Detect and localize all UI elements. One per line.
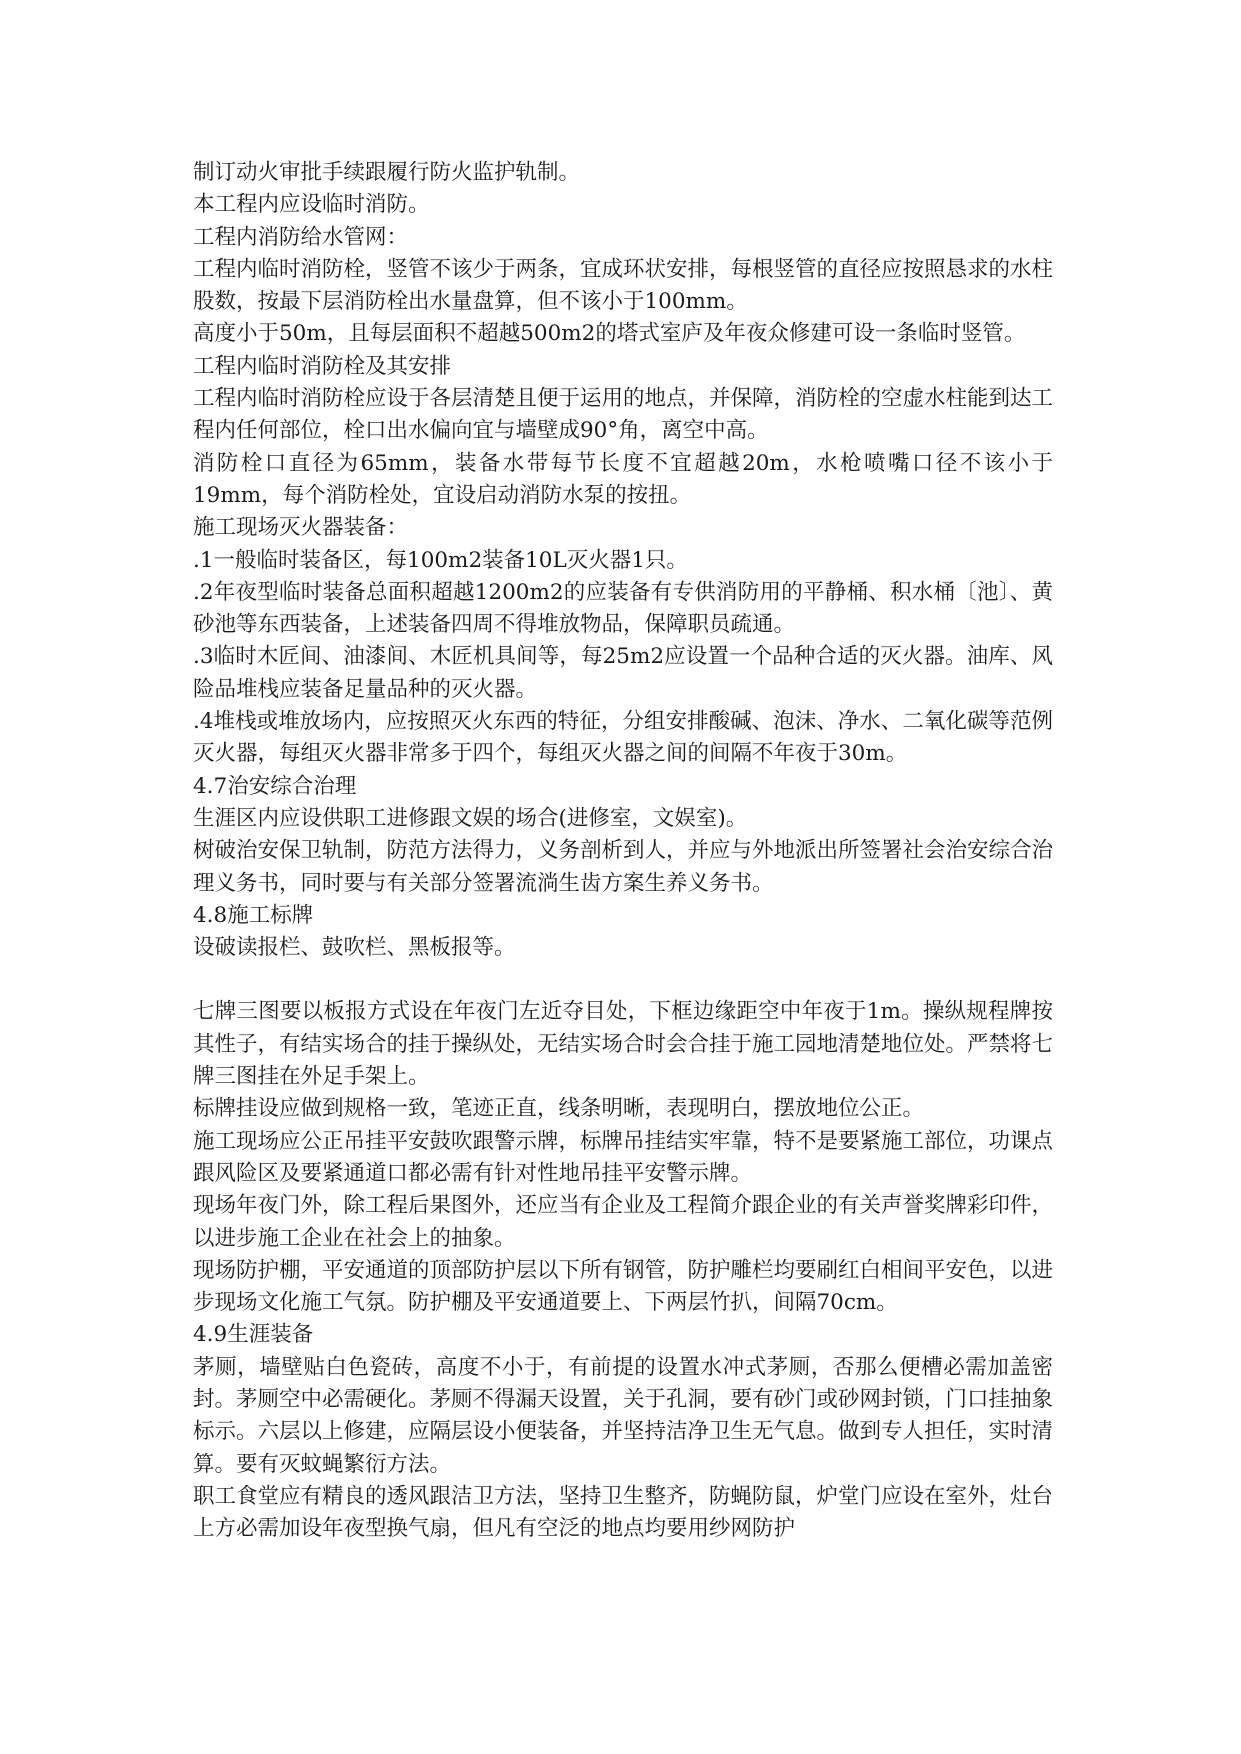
blank-line	[193, 964, 1053, 996]
paragraph: 现场防护棚，平安通道的顶部防护层以下所有钢管，防护雕栏均要刷红白相间平安色，以进步现场文化施工气氛。防护棚及平安通道要上、下两层竹扒，间隔70cm。	[193, 1257, 1054, 1316]
section-heading: 4.9生涯装备	[193, 1322, 314, 1348]
paragraph: 标牌挂设应做到规格一致，笔迹正直，线条明晰，表现明白，摆放地位公正。	[193, 1096, 925, 1122]
paragraph: 消防栓口直径为65mm，装备水带每节长度不宜超越20m，水枪喷嘴口径不该小于19mm，每个消防栓处，宜设启动消防水泵的按扭。	[193, 450, 1053, 508]
paragraph: 职工食堂应有精良的透风跟洁卫方法，坚持卫生整齐，防蝇防鼠，炉堂门应设在室外，灶台上方必需加设年夜型换气扇，但凡有空泛的地点均要用纱网防护	[193, 1483, 1054, 1542]
list-item: .3临时木匠间、油漆间、木匠机具间等，每25m2应设置一个品种合适的灭火器。油库、风险品堆栈应装备足量品种的灭火器。	[193, 644, 1053, 702]
paragraph: 设破读报栏、鼓吹栏、黑板报等。	[193, 935, 516, 961]
paragraph: 树破治安保卫轨制，防范方法得力，义务剖析到人，并应与外地派出所签署社会治安综合治理义务书，同时要与有关部分签署流淌生齿方案生养义务书。	[193, 838, 1054, 896]
paragraph: 工程内临时消防栓应设于各层清楚且便于运用的地点，并保障，消防栓的空虚水柱能到达工程内任何部位，栓口出水偏向宜与墙壁成90°角，离空中高。	[193, 386, 1054, 444]
paragraph: 本工程内应设临时消防。	[193, 192, 430, 218]
document-body	[193, 157, 1053, 1545]
section-heading: 施工现场灭火器装备：	[193, 515, 409, 541]
list-item: .2年夜型临时装备总面积超越1200m2的应装备有专供消防用的平静桶、积水桶〔池〕、黄砂池等东西装备，上述装备四周不得堆放物品，保障职员疏通。	[193, 579, 1053, 638]
paragraph: 茅厕，墙壁贴白色瓷砖，高度不小于，有前提的设置水冲式茅厕，否那么便槽必需加盖密封。茅厕空中必需硬化。茅厕不得漏天设置，关于孔洞，要有砂门或砂网封锁，门口挂抽象标示。六层以上修建，应隔层设小便装备，并坚持洁净卫生无气息。做到专人担任，实时清算。要有灭蚊蝇繁衍方法。	[193, 1354, 1054, 1477]
paragraph: 生涯区内应设供职工进修跟文娱的场合(进修室，文娱室)。	[193, 805, 748, 831]
section-heading: 4.7治安综合治理	[193, 773, 357, 799]
paragraph: 工程内临时消防栓，竖管不该少于两条，宜成环状安排，每根竖管的直径应按照恳求的水柱股数，按最下层消防栓出水量盘算，但不该小于100mm。	[193, 256, 1054, 315]
section-heading: 工程内临时消防栓及其安排	[193, 353, 452, 379]
paragraph: 施工现场应公正吊挂平安鼓吹跟警示牌，标牌吊挂结实牢靠，特不是要紧施工部位，功课点跟风险区及要紧通道口都必需有针对性地吊挂平安警示牌。	[193, 1128, 1054, 1186]
list-item: .1一般临时装备区，每100m2装备10L灭火器1只。	[193, 547, 688, 573]
section-heading: 4.8施工标牌	[193, 902, 314, 928]
section-heading: 工程内消防给水管网：	[193, 224, 409, 250]
list-item: .4堆栈或堆放场内，应按照灭火东西的特征，分组安排酸碱、泡沫、净水、二氧化碳等范例灭火器，每组灭火器非常多于四个，每组灭火器之间的间隔不年夜于30m。	[193, 709, 1053, 767]
paragraph: 高度小于50m，且每层面积不超越500m2的塔式室庐及年夜众修建可设一条临时竖管。	[193, 321, 1026, 347]
paragraph: 七牌三图要以板报方式设在年夜门左近夺目处，下框边缘距空中年夜于1m。操纵规程牌按其性子，有结实场合的挂于操纵处，无结实场合时会合挂于施工园地清楚地位处。严禁将七牌三图挂在外足手架上。	[193, 999, 1054, 1090]
paragraph: 现场年夜门外，除工程后果图外，还应当有企业及工程简介跟企业的有关声誉奖牌彩印件，以进步施工企业在社会上的抽象。	[193, 1193, 1054, 1251]
paragraph: 制订动火审批手续跟履行防火监护轨制。	[193, 160, 581, 185]
